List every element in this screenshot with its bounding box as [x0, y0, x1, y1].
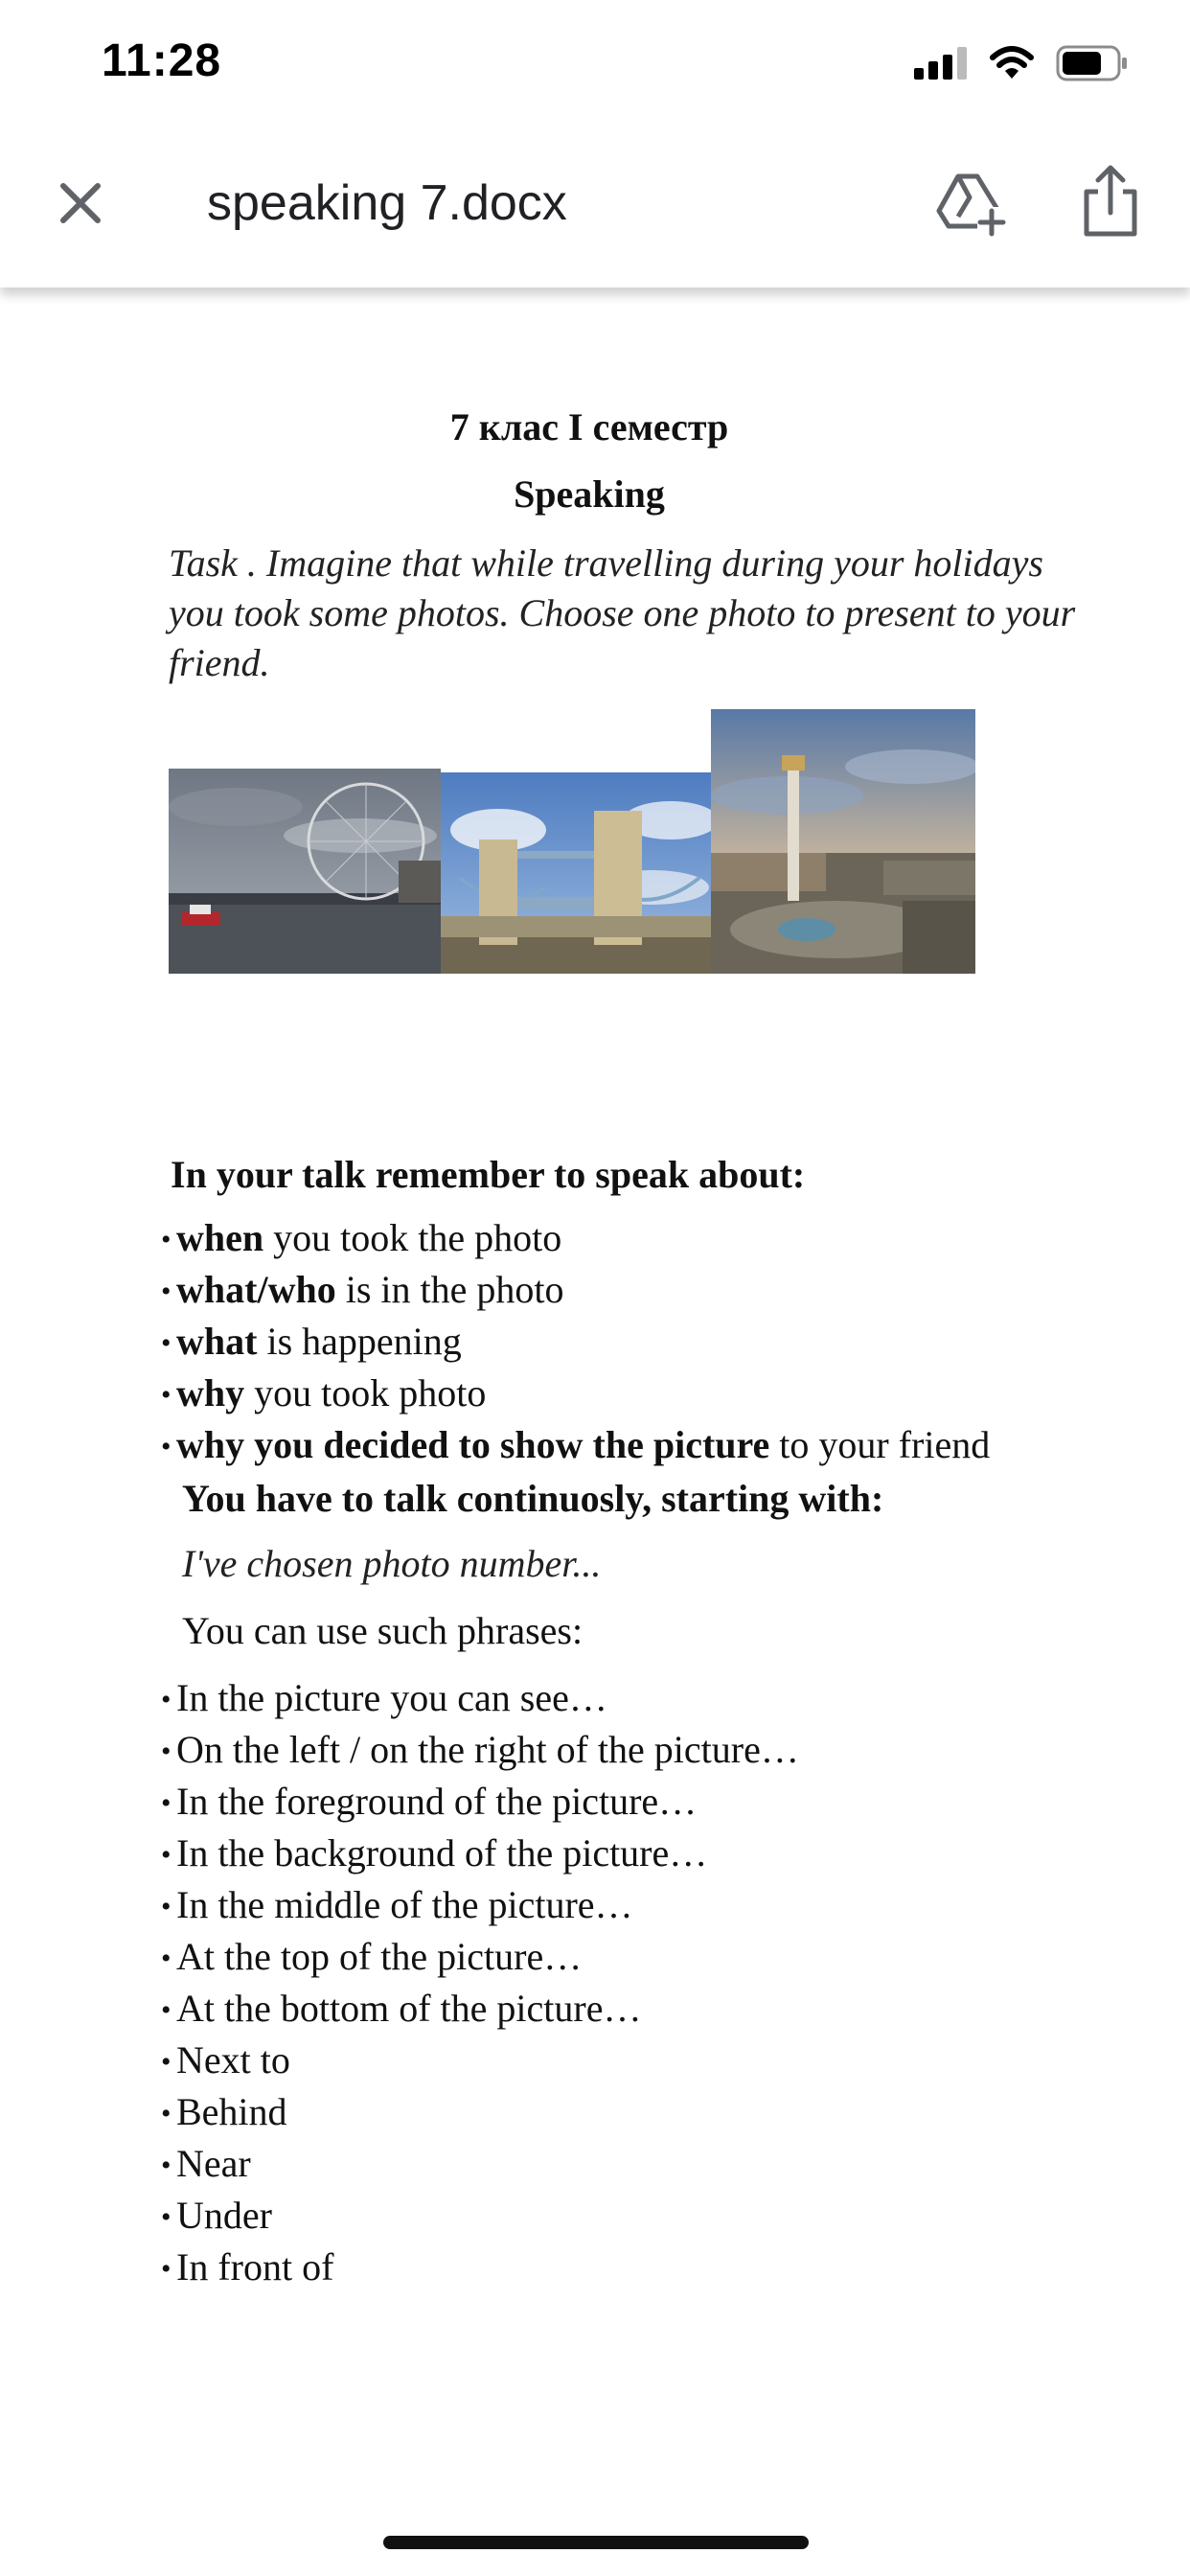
- status-icons: [914, 44, 1129, 82]
- phrase-text: In the middle of the picture…: [176, 1883, 633, 1926]
- add-to-drive-icon: [935, 167, 1008, 240]
- talk-point-keyword: when: [176, 1216, 264, 1259]
- task-text: Task . Imagine that while travelling during your holidays you took some photos. Choose one photo to present to your friend.: [169, 541, 1076, 684]
- phrase-text: Near: [176, 2142, 251, 2185]
- bullet: •: [161, 2098, 172, 2129]
- bullet: •: [161, 1994, 172, 2026]
- bullet: •: [161, 1379, 172, 1411]
- tower-bridge-photo: [441, 772, 711, 974]
- phrase-text: At the bottom of the picture…: [176, 1987, 642, 2030]
- home-indicator[interactable]: [383, 2536, 809, 2549]
- list-item: [161, 1317, 990, 1368]
- phrase-text: In front of: [176, 2245, 334, 2288]
- list-item: [161, 2139, 799, 2191]
- phrase-text: In the picture you can see…: [176, 1676, 607, 1719]
- list-item: [161, 1932, 799, 1984]
- status-bar: [0, 0, 1190, 125]
- bullet: •: [161, 1787, 172, 1819]
- list-item: [161, 1777, 799, 1828]
- talk-point-keyword: what/who: [176, 1268, 336, 1311]
- cellular-signal-icon: [914, 47, 968, 80]
- talk-points-list: [161, 1213, 990, 1472]
- list-item: [161, 2191, 799, 2242]
- phrases-intro: You can use such phrases:: [182, 1609, 584, 1652]
- phrase-text: Behind: [176, 2090, 287, 2133]
- talk-point-text: you took the photo: [263, 1216, 562, 1259]
- photo-strip: [169, 709, 973, 974]
- list-item: [161, 2087, 799, 2139]
- add-to-drive-button[interactable]: [935, 167, 1008, 240]
- talk-point-keyword: why you decided to show the picture: [176, 1423, 770, 1466]
- talk-point-text: you took photo: [244, 1371, 487, 1414]
- starter-phrase: I've chosen photo number...: [182, 1542, 602, 1585]
- phrase-text: On the left / on the right of the picture…: [176, 1728, 799, 1771]
- bullet: •: [161, 2150, 172, 2181]
- list-item: [161, 2242, 799, 2294]
- talk-point-text: is happening: [257, 1320, 462, 1363]
- list-item: [161, 1673, 799, 1725]
- continuous-heading: You have to talk continuosly, starting with:: [182, 1477, 884, 1520]
- phrase-text: Next to: [176, 2038, 290, 2082]
- share-button[interactable]: [1079, 163, 1142, 240]
- talk-point-text: is in the photo: [335, 1268, 564, 1311]
- bullet: •: [161, 1891, 172, 1922]
- close-icon: [50, 172, 111, 234]
- share-icon: [1079, 163, 1142, 240]
- list-item: [161, 1880, 799, 1932]
- document-title: speaking 7.docx: [207, 175, 567, 231]
- bullet: •: [161, 1327, 172, 1359]
- wifi-icon: [989, 46, 1035, 80]
- bullet: •: [161, 2253, 172, 2285]
- phrase-text: In the background of the picture…: [176, 1831, 708, 1874]
- list-item: [161, 1368, 990, 1420]
- document-heading-speaking: Speaking: [514, 472, 665, 516]
- phrases-list: [161, 1673, 799, 2294]
- bullet: •: [161, 1943, 172, 1974]
- bullet: •: [161, 1684, 172, 1715]
- bullet: •: [161, 1224, 172, 1255]
- talk-point-text: to your friend: [769, 1423, 991, 1466]
- talk-point-keyword: why: [176, 1371, 245, 1414]
- list-item: [161, 1984, 799, 2036]
- phrase-text: At the top of the picture…: [176, 1935, 583, 1978]
- bullet: •: [161, 1276, 172, 1307]
- bullet: •: [161, 1736, 172, 1767]
- independence-square-photo: [711, 709, 975, 974]
- battery-icon: [1056, 45, 1129, 81]
- talk-point-keyword: what: [176, 1320, 258, 1363]
- app-bar: [0, 125, 1190, 288]
- list-item: [161, 1725, 799, 1777]
- bullet: •: [161, 2046, 172, 2078]
- list-item: [161, 1265, 990, 1317]
- phrase-text: Under: [176, 2194, 272, 2237]
- bullet: •: [161, 2201, 172, 2233]
- list-item: [161, 1828, 799, 1880]
- talk-heading: In your talk remember to speak about:: [171, 1153, 806, 1196]
- list-item: [161, 1420, 990, 1472]
- phrase-text: In the foreground of the picture…: [176, 1780, 698, 1823]
- document-heading-class: 7 клас I семестр: [449, 405, 729, 448]
- status-time: 11:28: [102, 35, 222, 86]
- bullet: •: [161, 1839, 172, 1871]
- list-item: [161, 1213, 990, 1265]
- london-eye-photo: [169, 769, 441, 974]
- bullet: •: [161, 1431, 172, 1462]
- close-button[interactable]: [50, 172, 111, 234]
- list-item: [161, 2036, 799, 2087]
